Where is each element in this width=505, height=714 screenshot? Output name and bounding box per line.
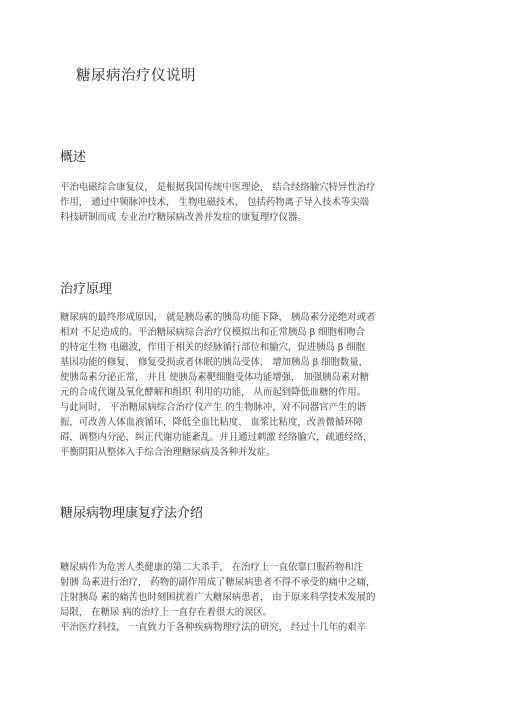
text-line: 振，可改善人体血液循环，降低全血比粘度、 血浆比粘度，改善微循环障 (60, 417, 363, 428)
document-title: 糖尿病治疗仪说明 (76, 68, 196, 84)
section-body-overview (60, 180, 438, 225)
text-line: 与此同时， 平治糖尿病综合治疗仪产生 的生物脉冲，对不同器官产生的谐 (60, 402, 366, 413)
section-heading-principle: 治疗原理 (60, 282, 113, 297)
text-line: 局限， 在糖尿 病的治疗上一直存在着很大的误区。 (60, 607, 273, 618)
text-line: 平治电磁综合康复仪， 是根据我国传统中医理论， 结合经络腧穴特异性治疗 (60, 182, 376, 193)
text-line: 平衡阴阳从整体入手综合治理糖尿病及各种并发症。 (60, 447, 276, 458)
text-line: 注射胰岛 素的痛苦也时刻困扰着广大糖尿病患者， 由于原来科学技术发展的 (60, 592, 376, 603)
text-line: 作用， 通过中频脉冲技术， 生物电磁技术， 包括药物离子导入技术等尖端 (60, 197, 369, 208)
section-heading-overview: 概述 (60, 150, 87, 165)
text-line: 糖尿病作为危害人类健康的第二大杀手， 在治疗上一直依靠口服药物和注 (60, 562, 363, 573)
text-line: 使胰岛素分泌正常， 并且 使胰岛素靶细胞受体功能增强， 加强胰岛素对糖 (60, 372, 369, 383)
section-body-therapy-intro (60, 560, 438, 635)
text-line: 的特定生物 电磁波，作用于相关的经脉循行部位和腧穴，促进胰岛 β 细胞 (60, 342, 365, 353)
section-heading-therapy-intro: 糖尿病物理康复疗法介绍 (60, 506, 204, 521)
text-line: 科技研制而成 专业治疗糖尿病改善并发症的康复理疗仪器。 (60, 212, 307, 223)
text-line: 碍，调整内分泌，纠正代谢功能紊乱。并且通过刺激 经络腧穴，疏通经络， (60, 432, 373, 443)
text-line: 平治医疗科技， 一直致力于各种疾病物理疗法的研究， 经过十几年的艰辛 (60, 622, 366, 633)
text-line: 相对 不足造成的。平治糖尿病综合治疗仪模拟出和正常胰岛 β 细胞相吻合 (60, 327, 365, 338)
text-line: 糖尿病的最终形成原因， 就是胰岛素的胰岛功能下降， 胰岛素分泌绝对或者 (60, 312, 376, 323)
text-line: 基因功能的修复， 修复受损或者休眠的胰岛受体， 增加胰岛 β 细胞数量， (60, 357, 368, 368)
text-line: 元的合成代谢及氧化酵解和组织 利用的功能， 从而起到降低血糖的作用。 (60, 387, 366, 398)
section-body-principle (60, 310, 438, 460)
text-line: 射胰 岛素进行治疗， 药物的副作用成了糖尿病患者不得不承受的痛中之痛， (60, 577, 376, 588)
